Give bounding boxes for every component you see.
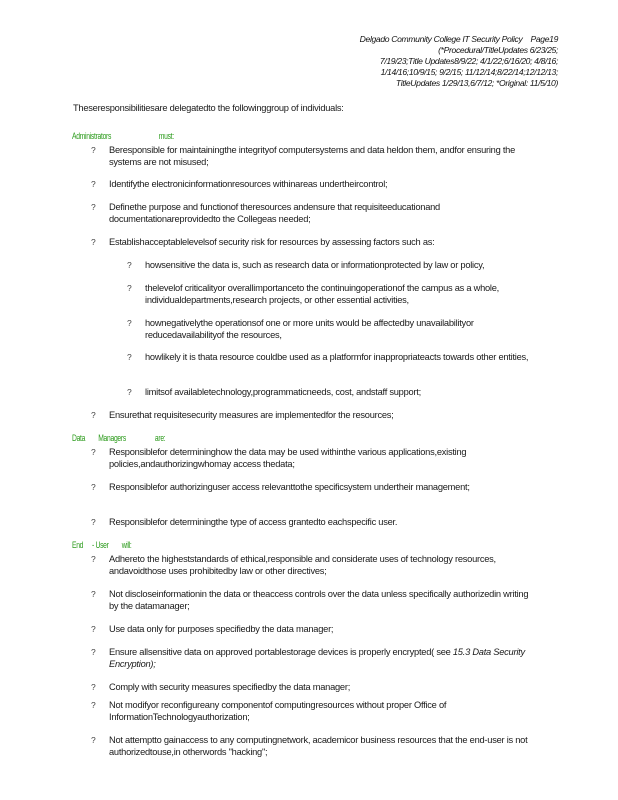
list-item-text: Adhereto the higheststandards of ethical,responsible and considerate uses of technology resources, andavoidthose uses prohibitedby law or other directives; (109, 554, 496, 576)
list-item-text: Responsiblefor authorizinguser access relevanttothe specificsystem undertheir management; (109, 482, 470, 492)
bullet-icon: ? (91, 589, 96, 599)
list-item-text: Use data only for purposes specifiedby the data manager; (109, 624, 334, 634)
bullet-icon: ? (91, 647, 96, 657)
list-item-text: limitsof availabletechnology,programmaticneeds, cost, andstaff support; (145, 387, 421, 397)
list-item-text: Responsiblefor determininghow the data may be used withinthe various applications,existing policies,andauthorizingwhomay access thedata; (109, 447, 467, 469)
page-number: Page19 (530, 34, 558, 44)
list-item-text: Comply with security measures specifiedby the data manager; (109, 682, 351, 692)
bullet-icon: ? (91, 179, 96, 189)
administrators-heading (72, 130, 174, 141)
bullet-icon: ? (91, 237, 96, 247)
document-title: Delgado Community College IT Security Policy (359, 34, 523, 44)
bullet-icon: ? (127, 318, 132, 328)
bullet-icon: ? (91, 517, 96, 527)
list-item-text: Ensurethat requisitesecurity measures are implementedfor the resources; (109, 410, 394, 420)
bullet-icon: ? (91, 447, 96, 457)
list-item-text: hownegativelythe operationsof one or more units would be affectedby unavailabilityor reducedavailabilityof the resources, (145, 318, 474, 340)
list-item-text: Identifythe electronicinformationresources withinareas undertheircontrol; (109, 179, 388, 189)
bullet-icon: ? (91, 735, 96, 745)
heading-word: must: (158, 130, 174, 141)
update-history-line: 1/14/16;10/9/15; 9/2/15; 11/12/14;8/22/14;12/12/13; (380, 67, 558, 77)
bullet-icon: ? (127, 352, 132, 362)
bullet-icon: ? (91, 202, 96, 212)
bullet-icon: ? (91, 682, 96, 692)
bullet-icon: ? (91, 700, 96, 710)
heading-word: Data (72, 432, 86, 443)
heading-word: Managers (98, 432, 126, 443)
encryption-item-text: Ensure allsensitive data on approved portablestorage devices is properly encrypted( see (109, 647, 453, 657)
list-item-text: Establishacceptablelevelsof security risk for resources by assessing factors such as: (109, 237, 435, 247)
intro-paragraph: Theseresponsibilitiesare delegatedto the followinggroup of individuals: (73, 103, 344, 113)
end-user-heading (72, 539, 132, 550)
list-item-text (109, 646, 539, 670)
bullet-icon: ? (91, 624, 96, 634)
heading-word: are: (154, 432, 166, 443)
bullet-icon: ? (127, 387, 132, 397)
list-item-text: Not discloseinformationin the data or theaccess controls over the data unless specifically authorizedin writing by the datamanager; (109, 589, 529, 611)
list-item-text: thelevelof criticalityor overallimportanceto the continuingoperationof the campus as a whole, individualdepartments,research projects, or other essential activities, (145, 283, 500, 305)
bullet-icon: ? (127, 283, 132, 293)
list-item-text: Definethe purpose and functionof theresources andensure that requisiteeducationand documentationareprovidedto the Collegeas needed; (109, 202, 440, 224)
header-title-line (258, 34, 558, 45)
list-item-text: howsensitive the data is, such as research data or informationprotected by law or policy, (145, 260, 485, 270)
heading-word: will: (121, 539, 132, 550)
heading-word: Administrators (72, 130, 112, 141)
encryption-policy-reference: 15.3 Data Security Encryption); (109, 647, 525, 669)
bullet-icon: ? (91, 482, 96, 492)
bullet-icon: ? (91, 145, 96, 155)
list-item-text: Beresponsible for maintainingthe integrityof computersystems and data heldon them, andfor ensuring the systems are not misused; (109, 145, 516, 167)
list-item-text: Not modifyor reconfigureany componentof computingresources without proper Office of InformationTechnologyauthorization; (109, 700, 447, 722)
bullet-icon: ? (91, 410, 96, 420)
update-history-line: (*Procedural/TitleUpdates 6/23/25; (438, 45, 558, 55)
heading-word: - User (91, 539, 109, 550)
update-history-line: 7/19/23;Title Updates8/9/22; 4/1/22;6/16/20; 4/8/16; (379, 56, 558, 66)
heading-word: End (72, 539, 84, 550)
bullet-icon: ? (127, 260, 132, 270)
bullet-icon: ? (91, 554, 96, 564)
list-item-text: howlikely it is thata resource couldbe used as a platformfor inappropriateacts towards other entities, (145, 352, 529, 362)
page-header (258, 34, 558, 89)
list-item-text: Not attemptto gainaccess to any computingnetwork, academicor business resources that the end-user is not authorizedtouse,in otherwords "hacking"; (109, 735, 528, 757)
data-managers-heading (72, 432, 165, 443)
list-item-text: Responsiblefor determiningthe type of access grantedto eachspecific user. (109, 517, 398, 527)
update-history-line: TitleUpdates 1/29/13,6/7/12; *Original: 11/5/10) (395, 78, 558, 88)
